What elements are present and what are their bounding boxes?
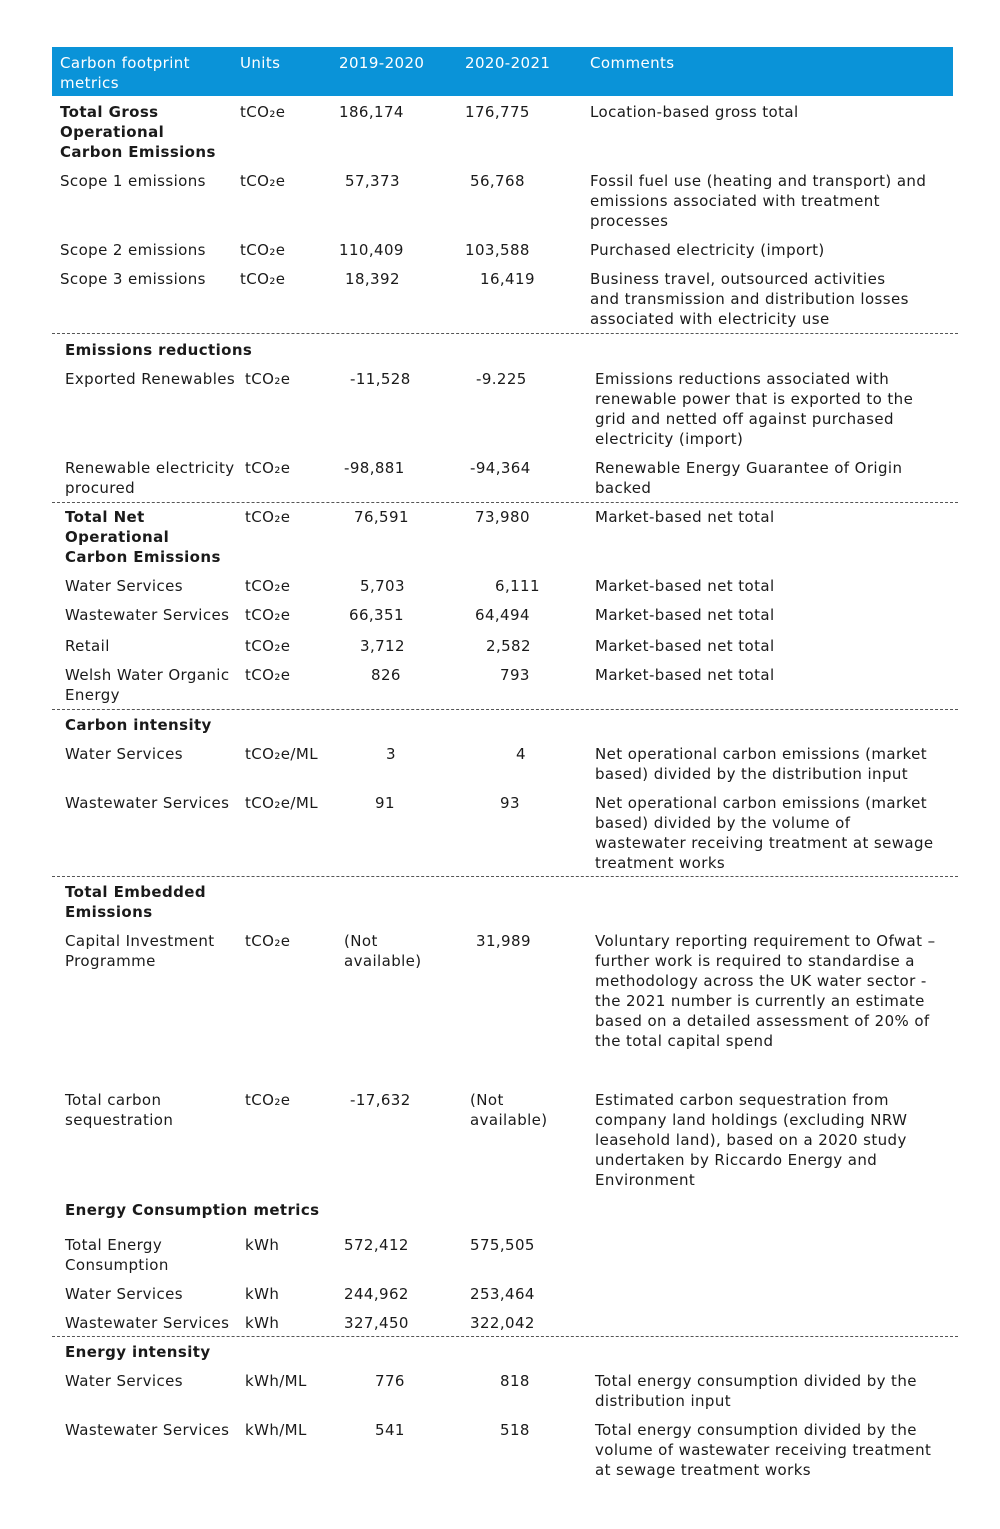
row-comment: Net operational carbon emissions (market based) divided by the distribution input <box>595 745 927 783</box>
row-comment: Voluntary reporting requirement to Ofwat – further work is required to standardise a methodology across the UK water sector - the 2021 number is currently an estimate based on a detailed assessment of 20% of the total capital spend <box>595 932 936 1050</box>
row-metric: Total Gross Operational Carbon Emissions <box>60 103 216 161</box>
row-value-2020: 2,582 <box>486 637 531 655</box>
row-value-2019: 541 <box>375 1421 405 1439</box>
row-comment: Market-based net total <box>595 606 775 624</box>
row-value-2020: 322,042 <box>470 1314 535 1332</box>
row-value-2020: 518 <box>500 1421 530 1439</box>
section-divider <box>52 1336 958 1337</box>
row-value-2019: 186,174 <box>339 103 404 121</box>
row-comment: Location-based gross total <box>590 103 799 121</box>
row-comment: Market-based net total <box>595 508 775 526</box>
row-metric: Exported Renewables <box>65 370 236 388</box>
row-comment: Market-based net total <box>595 577 775 595</box>
row-units: tCO₂e <box>245 932 291 950</box>
row-value-2019: -17,632 <box>350 1091 411 1109</box>
row-value-2019: 3,712 <box>360 637 405 655</box>
row-comment: Business travel, outsourced activities and transmission and distribution losses associated with electricity use <box>590 270 909 328</box>
row-value-2019: 572,412 <box>344 1236 409 1254</box>
row-metric: Water Services <box>65 1285 183 1303</box>
row-comment: Emissions reductions associated with renewable power that is exported to the grid and netted off against purchased electricity (import) <box>595 370 914 448</box>
row-metric: Water Services <box>65 1372 183 1390</box>
header-2020-2021: 2020-2021 <box>465 54 551 72</box>
row-value-2019: 18,392 <box>345 270 400 288</box>
row-units: kWh/ML <box>245 1421 307 1439</box>
row-value-2019: 76,591 <box>354 508 409 526</box>
table-header <box>52 47 953 96</box>
row-value-2020: 64,494 <box>475 606 530 624</box>
row-units: tCO₂e <box>245 508 291 526</box>
row-units: tCO₂e <box>240 270 286 288</box>
row-value-2020: 73,980 <box>475 508 530 526</box>
row-value-2020: 16,419 <box>480 270 535 288</box>
section-divider <box>52 502 958 503</box>
row-value-2019: 3 <box>386 745 396 763</box>
section-title: Total Embedded Emissions <box>65 883 206 921</box>
header-units: Units <box>240 54 281 72</box>
row-comment: Net operational carbon emissions (market based) divided by the volume of wastewater receiving treatment at sewage treatment works <box>595 794 934 872</box>
row-value-2020: 56,768 <box>470 172 525 190</box>
row-units: tCO₂e <box>240 103 286 121</box>
row-value-2020: 93 <box>500 794 520 812</box>
row-units: kWh <box>245 1236 280 1254</box>
row-metric: Wastewater Services <box>65 1314 230 1332</box>
row-metric: Water Services <box>65 577 183 595</box>
row-units: kWh <box>245 1285 280 1303</box>
row-metric: Wastewater Services <box>65 794 230 812</box>
section-divider <box>52 709 958 710</box>
section-title: Emissions reductions <box>65 341 253 359</box>
row-units: tCO₂e/ML <box>245 794 318 812</box>
row-comment: Market-based net total <box>595 637 775 655</box>
row-units: kWh <box>245 1314 280 1332</box>
row-metric: Capital Investment Programme <box>65 932 215 970</box>
row-units: tCO₂e <box>240 172 286 190</box>
row-units: tCO₂e <box>245 370 291 388</box>
row-units: tCO₂e <box>245 459 291 477</box>
row-value-2019: (Not available) <box>344 932 422 970</box>
row-units: kWh/ML <box>245 1372 307 1390</box>
row-comment: Estimated carbon sequestration from company land holdings (excluding NRW leasehold land), based on a 2020 study undertaken by Riccardo Energy and Environment <box>595 1091 908 1189</box>
row-value-2020: 793 <box>500 666 530 684</box>
row-value-2020: 818 <box>500 1372 530 1390</box>
row-units: tCO₂e <box>245 606 291 624</box>
row-value-2019: 244,962 <box>344 1285 409 1303</box>
row-value-2019: 66,351 <box>349 606 404 624</box>
section-divider <box>52 876 958 877</box>
row-metric: Wastewater Services <box>65 1421 230 1439</box>
section-title: Energy Consumption metrics <box>65 1201 320 1219</box>
row-comment: Market-based net total <box>595 666 775 684</box>
row-value-2020: 103,588 <box>465 241 530 259</box>
row-metric: Scope 3 emissions <box>60 270 206 288</box>
header-2019-2020: 2019-2020 <box>339 54 425 72</box>
row-metric: Total Net Operational Carbon Emissions <box>65 508 221 566</box>
row-value-2020: (Not available) <box>470 1091 548 1129</box>
row-metric: Total Energy Consumption <box>65 1236 169 1274</box>
row-value-2020: 4 <box>516 745 526 763</box>
row-value-2020: 6,111 <box>495 577 540 595</box>
row-metric: Scope 2 emissions <box>60 241 206 259</box>
row-metric: Renewable electricity procured <box>65 459 235 497</box>
row-metric: Water Services <box>65 745 183 763</box>
row-value-2020: -9.225 <box>476 370 527 388</box>
row-value-2020: 253,464 <box>470 1285 535 1303</box>
row-value-2019: 327,450 <box>344 1314 409 1332</box>
row-value-2019: 110,409 <box>339 241 404 259</box>
row-value-2019: 826 <box>371 666 401 684</box>
row-value-2020: 31,989 <box>476 932 531 950</box>
row-value-2019: -11,528 <box>350 370 411 388</box>
row-metric: Retail <box>65 637 110 655</box>
row-value-2019: 5,703 <box>360 577 405 595</box>
row-comment: Total energy consumption divided by the distribution input <box>595 1372 917 1410</box>
row-value-2019: 57,373 <box>345 172 400 190</box>
row-comment: Total energy consumption divided by the volume of wastewater receiving treatment at sewage treatment works <box>595 1421 932 1479</box>
row-value-2020: -94,364 <box>470 459 531 477</box>
row-value-2020: 575,505 <box>470 1236 535 1254</box>
row-units: tCO₂e <box>245 666 291 684</box>
header-metric: Carbon footprint metrics <box>60 54 190 92</box>
row-units: tCO₂e <box>240 241 286 259</box>
row-value-2019: -98,881 <box>344 459 405 477</box>
row-metric: Total carbon sequestration <box>65 1091 174 1129</box>
row-metric: Scope 1 emissions <box>60 172 206 190</box>
row-metric: Wastewater Services <box>65 606 230 624</box>
section-title: Energy intensity <box>65 1343 211 1361</box>
row-metric: Welsh Water Organic Energy <box>65 666 230 704</box>
header-comments: Comments <box>590 54 675 72</box>
row-units: tCO₂e <box>245 577 291 595</box>
row-comment: Fossil fuel use (heating and transport) and emissions associated with treatment processes <box>590 172 927 230</box>
row-units: tCO₂e <box>245 637 291 655</box>
row-value-2019: 91 <box>375 794 395 812</box>
row-value-2019: 776 <box>375 1372 405 1390</box>
row-units: tCO₂e <box>245 1091 291 1109</box>
row-value-2020: 176,775 <box>465 103 530 121</box>
row-units: tCO₂e/ML <box>245 745 318 763</box>
section-title: Carbon intensity <box>65 716 212 734</box>
row-comment: Purchased electricity (import) <box>590 241 825 259</box>
section-divider <box>52 333 958 334</box>
row-comment: Renewable Energy Guarantee of Origin backed <box>595 459 903 497</box>
